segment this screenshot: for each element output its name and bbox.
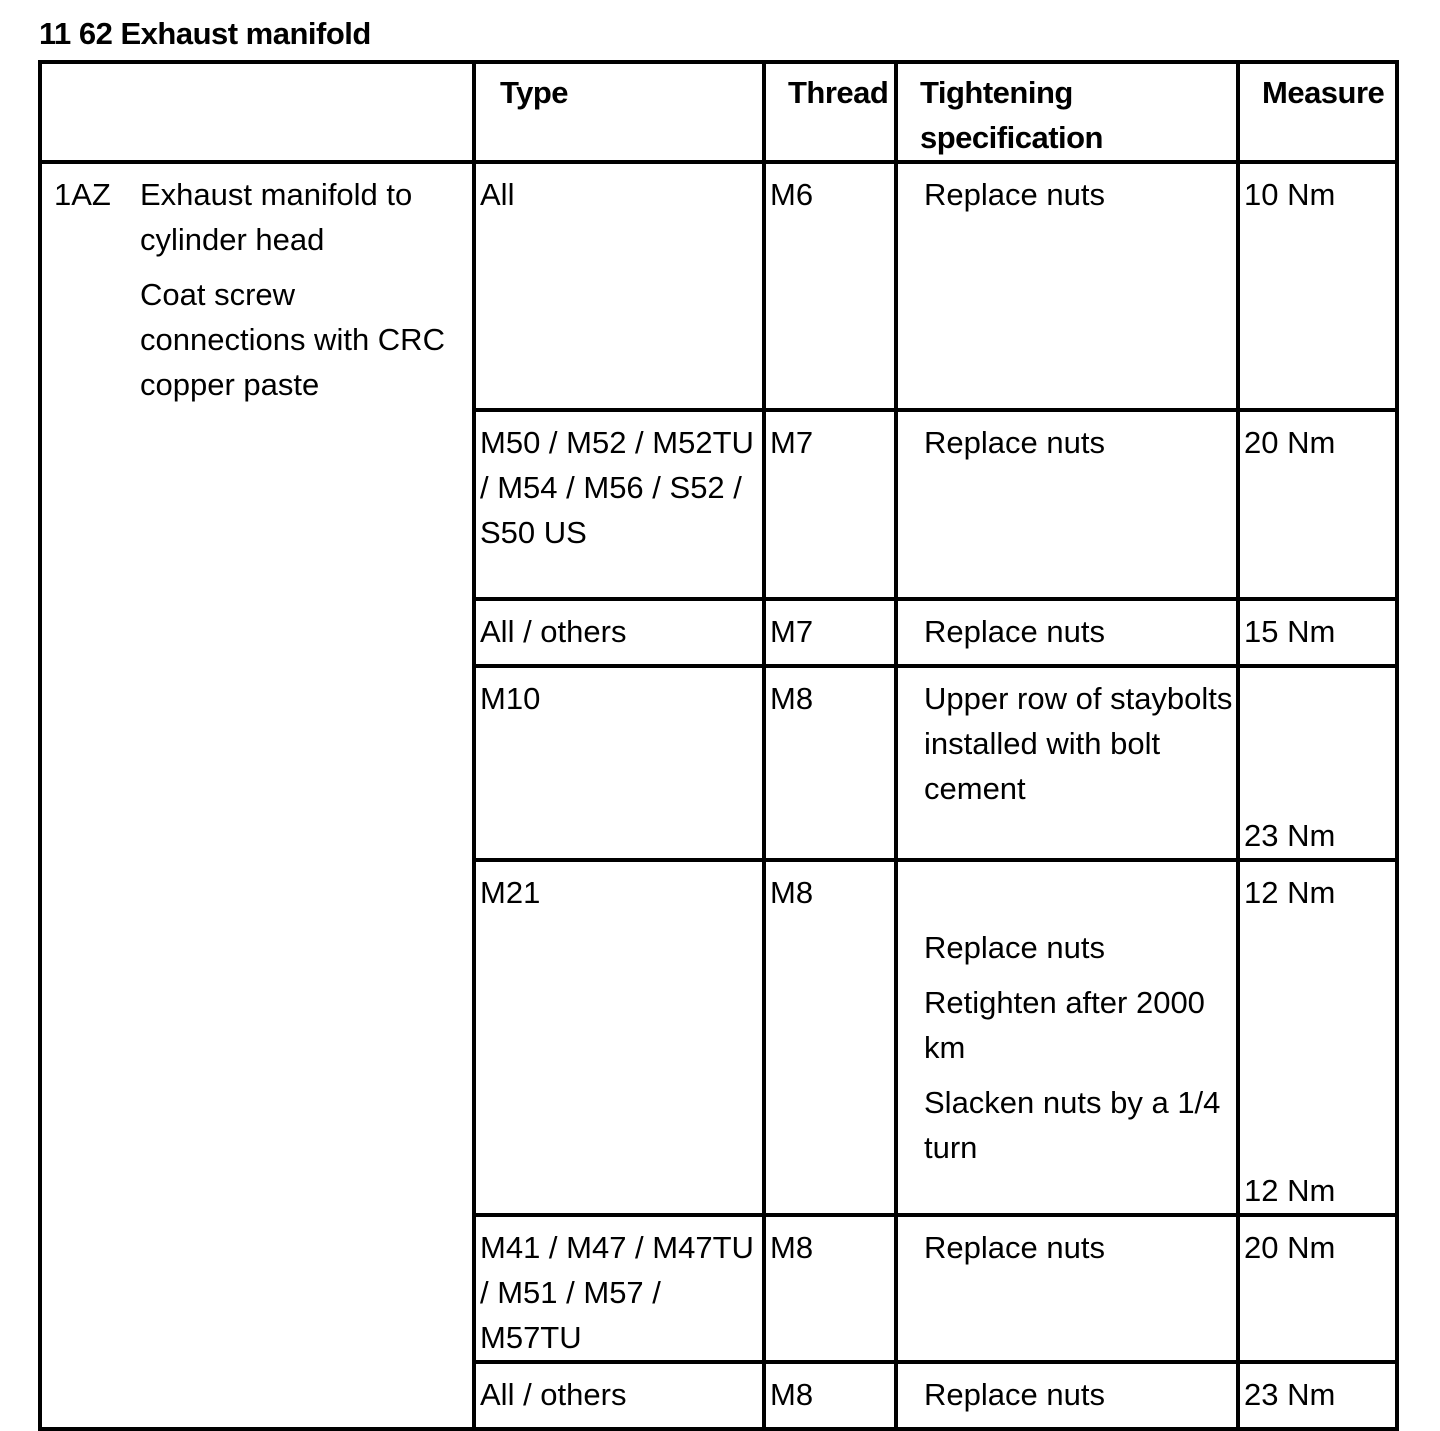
measure-value: 20 Nm [1244, 1230, 1336, 1265]
measure-cell [1238, 666, 1397, 860]
header-type: Type [474, 62, 764, 162]
table-header-row [40, 62, 1397, 162]
spec-cell [896, 410, 1238, 599]
header-spec: Tightening specification [896, 62, 1238, 162]
measure-value: 12 Nm [1244, 875, 1336, 910]
measure-value: 15 Nm [1244, 614, 1336, 649]
component-description-text: Exhaust manifold to cylinder head [140, 177, 413, 257]
type-cell: All / others [474, 599, 764, 666]
measure-cell [1238, 1362, 1397, 1429]
spec-line: Replace nuts [924, 614, 1105, 649]
spec-cell [896, 162, 1238, 410]
type-cell: All / others [474, 1362, 764, 1429]
thread-cell: M8 [764, 860, 896, 1215]
spec-line: Retighten after 2000 km [924, 985, 1205, 1065]
measure-value: 10 Nm [1244, 177, 1336, 212]
measure-cell [1238, 410, 1397, 599]
type-cell: All [474, 162, 764, 410]
component-code: 1AZ [54, 177, 111, 212]
measure-cell [1238, 162, 1397, 410]
spec-line: Replace nuts [924, 1377, 1105, 1412]
thread-cell: M8 [764, 666, 896, 860]
measure-cell [1238, 1215, 1397, 1362]
spec-cell [896, 599, 1238, 666]
component-note: Coat screw connections with CRC copper paste [140, 277, 445, 402]
measure-value: 20 Nm [1244, 425, 1336, 460]
spec-cell [896, 666, 1238, 860]
header-thread: Thread [764, 62, 896, 162]
component-cell [40, 162, 474, 1429]
measure-cell [1238, 860, 1397, 1215]
measure-cell [1238, 599, 1397, 666]
thread-cell: M8 [764, 1362, 896, 1429]
measure-value-bottom: 12 Nm [1244, 1173, 1336, 1208]
spec-line: Upper row of staybolts installed with bolt cement [924, 681, 1233, 806]
spec-line: Slacken nuts by a 1/4 turn [924, 1085, 1221, 1165]
header-measure: Measure [1238, 62, 1397, 162]
measure-value: 23 Nm [1244, 1377, 1336, 1412]
spec-cell [896, 1215, 1238, 1362]
spec-line: Replace nuts [924, 930, 1105, 965]
spec-line [924, 870, 1236, 915]
spec-cell [896, 860, 1238, 1215]
spec-cell [896, 1362, 1238, 1429]
type-cell: M50 / M52 / M52TU / M54 / M56 / S52 / S50 US [474, 410, 764, 599]
component-description [140, 172, 460, 417]
type-cell: M41 / M47 / M47TU / M51 / M57 / M57TU [474, 1215, 764, 1362]
type-cell: M21 [474, 860, 764, 1215]
table-row [40, 162, 1397, 410]
thread-cell: M8 [764, 1215, 896, 1362]
measure-value-bottom: 23 Nm [1244, 818, 1336, 853]
page-title: 11 62 Exhaust manifold [39, 16, 371, 51]
thread-cell: M7 [764, 410, 896, 599]
spec-line: Replace nuts [924, 177, 1105, 212]
thread-cell: M7 [764, 599, 896, 666]
spec-line: Replace nuts [924, 1230, 1105, 1265]
type-cell: M10 [474, 666, 764, 860]
spec-line: Replace nuts [924, 425, 1105, 460]
header-blank [40, 62, 474, 162]
thread-cell: M6 [764, 162, 896, 410]
torque-spec-table [38, 60, 1399, 1431]
